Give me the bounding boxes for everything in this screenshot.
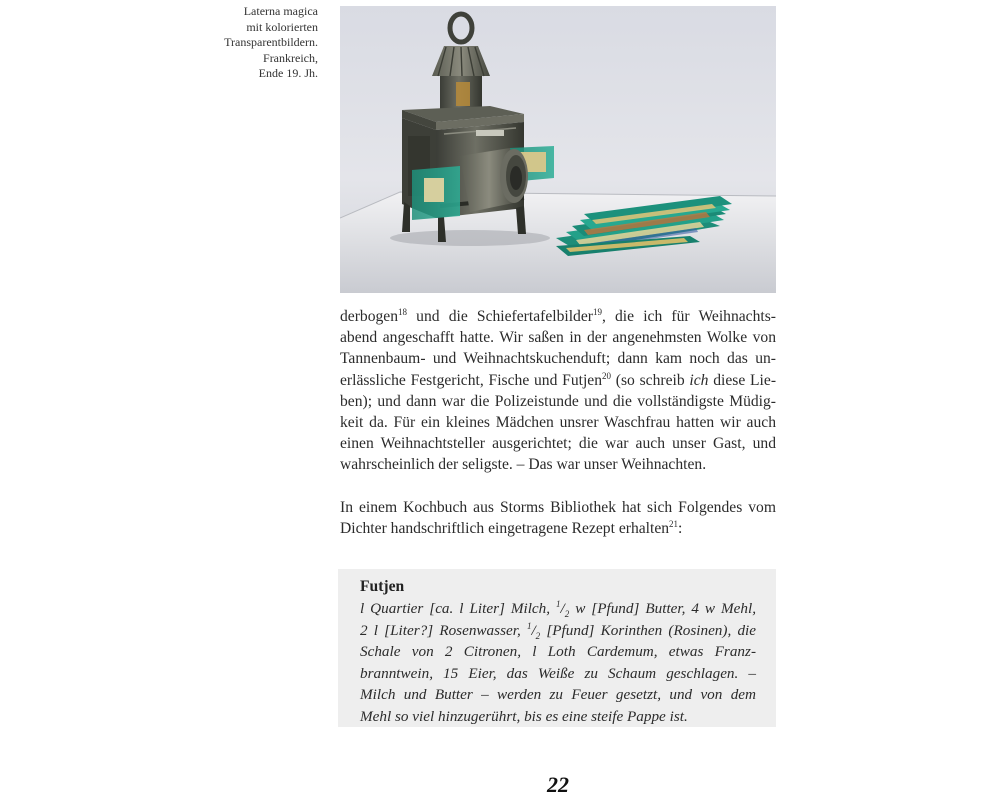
recipe-title: Futjen xyxy=(360,578,405,595)
recipe-box xyxy=(338,569,776,727)
footnote-ref: 20 xyxy=(602,370,612,381)
footnote-ref: 21 xyxy=(669,518,679,529)
text-line: einen Weihnachtsteller ausgerichtet; die war auch unser Gast, und xyxy=(340,435,776,453)
footnote-ref: 18 xyxy=(398,306,408,317)
recipe-body xyxy=(360,598,756,727)
laterna-magica-photo xyxy=(340,6,776,293)
recipe-line: Mehl so viel hinzugerührt, bis es eine steife Pappe ist. xyxy=(360,707,688,725)
recipe-line: Schale von 2 Citronen, l Loth Cardemum, etwas Franz- xyxy=(360,643,756,660)
caption-line: Transparentbildern. xyxy=(224,35,318,49)
text-line: Dichter handschriftlich eingetragene Rezept erhalten$^{21}$: xyxy=(340,518,683,537)
caption-line: Ende 19. Jh. xyxy=(258,66,318,80)
fraction: $^1/_2$ xyxy=(556,598,570,620)
fraction: $^1/_2$ xyxy=(526,620,541,641)
text-line: ben); und dann war die Polizeistunde und die vollständigste Müdig- xyxy=(340,392,776,410)
caption-line: Frankreich, xyxy=(263,50,318,65)
caption-line: mit kolorierten xyxy=(246,19,318,34)
text-line: wahrscheinlich der seligste. – Das war unser Weihnachten. xyxy=(340,456,707,474)
text-line: Tannenbaum- und Weihnachtskuchenduft; dann kam noch das un- xyxy=(340,350,776,368)
figure-caption xyxy=(190,4,318,82)
recipe-line: branntwein, 15 Eier, das Weiße zu Schaum geschlagen. – xyxy=(360,664,756,682)
body-text xyxy=(340,306,776,539)
paragraph xyxy=(340,497,776,539)
text-line: keit da. Für ein kleines Mädchen unsrer Waschfrau hatten wir auch xyxy=(340,414,776,432)
text-line: derbogen$^{18}$ und die Schiefertafelbilder$^{19}$, die ich für Weihnachts- xyxy=(340,306,776,325)
footnote-ref: 19 xyxy=(592,306,602,317)
text-line: abend angeschafft hatte. Wir saßen in der angenehmsten Wolke von xyxy=(340,329,776,347)
text-line: erlässliche Festgericht, Fische und Futjen$^{20}$ (so schreib ich diese Lie- xyxy=(340,370,777,389)
recipe-line: l Quartier [ca. l Liter] Milch, $^1/_2$ w [Pfund] Butter, 4 w Mehl, xyxy=(360,598,757,620)
paragraph xyxy=(340,306,776,476)
recipe-line: Milch und Butter – werden zu Feuer gesetzt, und von dem xyxy=(360,686,756,703)
recipe-line: 2 l [Liter?] Rosenwasser, $^1/_2$ [Pfund] Korinthen (Rosinen), die xyxy=(360,620,756,641)
page-number: 22 xyxy=(547,772,569,797)
text-line: In einem Kochbuch aus Storms Bibliothek hat sich Folgendes vom xyxy=(340,498,776,516)
caption-line: Laterna magica xyxy=(243,4,318,18)
